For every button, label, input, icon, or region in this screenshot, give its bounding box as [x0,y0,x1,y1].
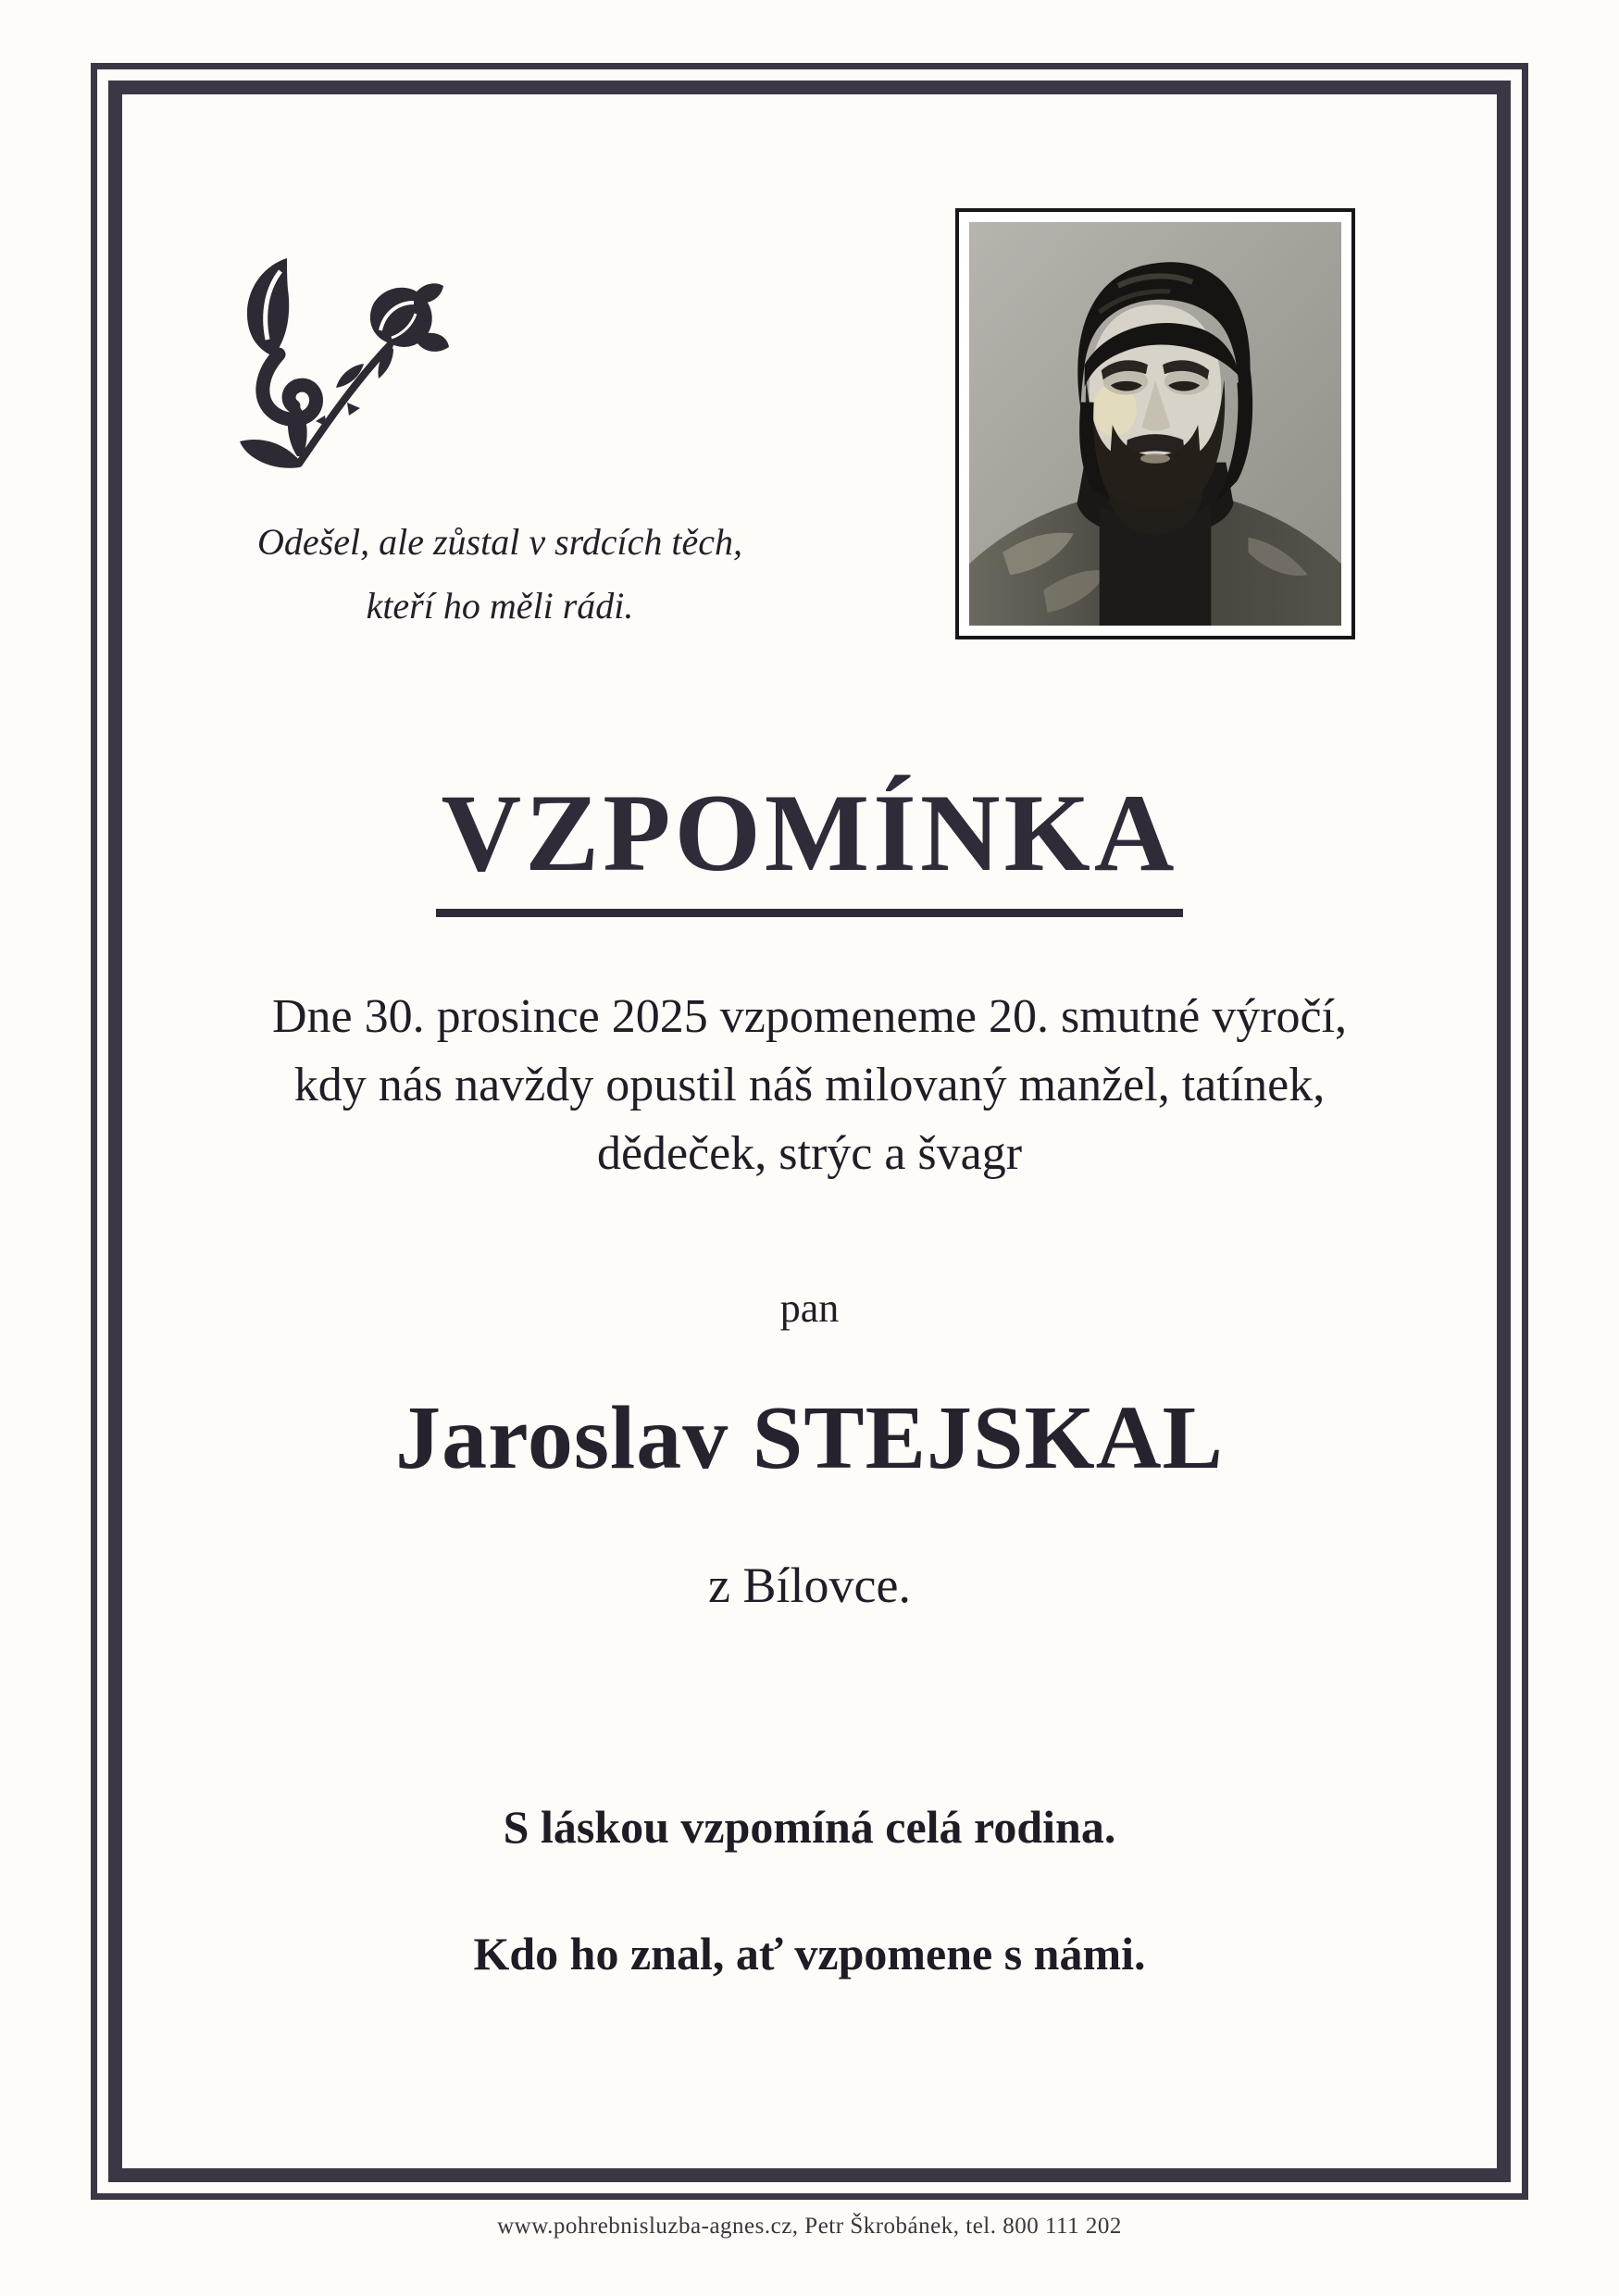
portrait-photo [969,222,1341,626]
closing-line-2: Kdo ho znal, ať vzpomene s námi. [473,1928,1146,1980]
page-title: VZPOMÍNKA [436,766,1184,917]
memorial-text-line-1: Dne 30. prosince 2025 vzpomeneme 20. smutné výročí, [271,990,1348,1043]
title-row [0,766,1619,917]
deceased-name: Jaroslav STEJSKAL [395,1388,1224,1488]
rose-icon [199,245,467,488]
memorial-quote [157,511,842,639]
funeral-service-footer: www.pohrebnisluzba-agnes.cz, Petr Škrobánek, tel. 800 111 202 [497,2214,1122,2239]
memorial-text-line-3: dědeček, strýc a švagr [596,1126,1023,1180]
memorial-quote-line-1: Odešel, ale zůstal v srdcích těch, [257,521,742,563]
closing-line-1: S láskou vzpomíná celá rodina. [503,1801,1116,1853]
memorial-quote-line-2: kteří ho měli rádi. [366,584,634,627]
salutation: pan [779,1285,840,1331]
portrait-photo-frame [955,208,1355,639]
memorial-text-line-2: kdy nás navždy opustil náš milovaný manžel, tatínek, [293,1058,1326,1111]
memorial-text [0,983,1619,1187]
origin-line: z Bílovce. [708,1558,911,1613]
